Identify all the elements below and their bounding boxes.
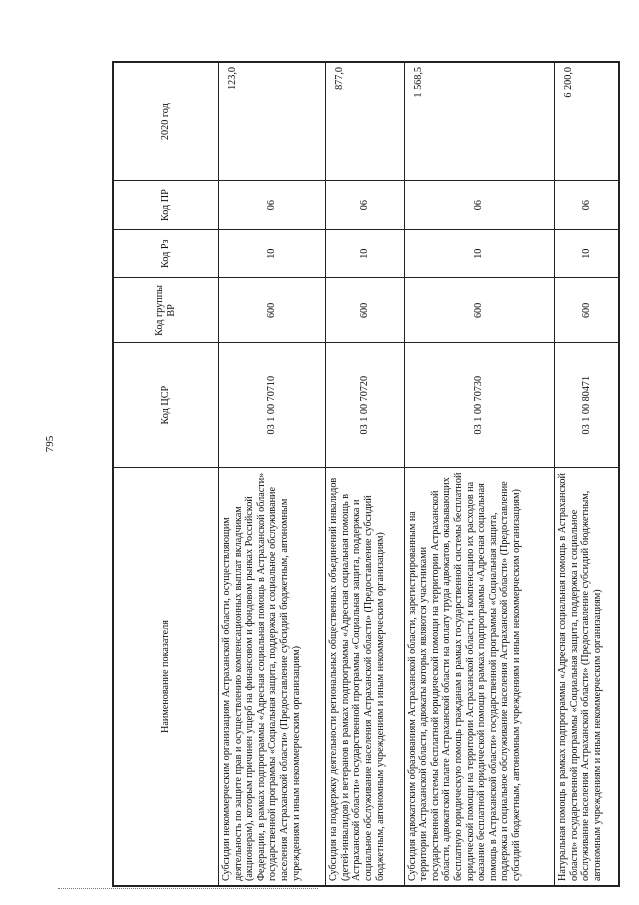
row-pr: 06 [404,181,554,230]
budget-table [112,61,620,887]
page-number: 795 [44,435,56,453]
table-row [326,63,404,886]
row-name: Натуральная помощь в рамках подпрограммы «Адресная социальная помощь в Астраханской области» государственной программы «Социальная защита, поддержка и социальное обслуживание населения Астраханской области» (Предоставление субсидий бюджетным, автономным учреждениям и иным некоммерческим организациям) [555,468,619,886]
row-name: Субсидия адвокатским образованиям Астраханской области, зарегистрированным на территории Астраханской области, адвокаты которых являются участниками государственной системы бесплатной юридической помощи на территории Астраханской области, адвокатской палате Астраханской области на оплату труда адвокатов, оказывающих бесплатную юридическую помощь гражданам в рамках государственной системы бесплатной юридической помощи на территории Астраханской области, и компенсацию их расходов на оказание бесплатной юридической помощи в рамках подпрограммы «Адресная социальная помощь в Астраханской области» государственной программы «Социальная защита, поддержка и социальное обслуживание населения Астраханской области» (Предоставление субсидий бюджетным, автономным учреждениям и иным некоммерческим организациям) [404,468,554,886]
row-name: Субсидии некоммерческим организациям Астраханской области, осуществляющим деятельность по защите прав и осуществлению компенсационных выплат вкладчикам (акционерам), которым причинен ущерб на финансовом и фондовом рынках Российской Федерации, в рамках подпрограммы «Адресная социальная помощь в Астраханской области» государственной программы «Социальная защита, поддержка и социальное обслуживание населения Астраханской области» (Предоставление субсидий бюджетным, автономным учреждениям и иным некоммерческим организациям) [219,468,326,886]
row-csr: 03 1 00 70710 [219,343,326,468]
table-row [555,63,619,886]
row-vr: 600 [555,278,619,343]
row-csr: 03 1 00 70730 [404,343,554,468]
header-pr: Код ПР [114,181,219,230]
row-amount: 877,0 [326,63,404,181]
row-pr: 06 [555,181,619,230]
row-amount: 123,0 [219,63,326,181]
header-row [114,63,219,886]
header-rz: Код Рз [114,229,219,278]
row-pr: 06 [326,181,404,230]
row-csr: 03 1 00 80471 [555,343,619,468]
header-vr: Код группы ВР [114,278,219,343]
header-name: Наименование показателя [114,468,219,886]
header-year: 2020 год [114,63,219,181]
row-pr: 06 [219,181,326,230]
row-rz: 10 [404,229,554,278]
row-vr: 600 [326,278,404,343]
scan-footer-line [58,888,318,890]
row-rz: 10 [555,229,619,278]
header-csr: Код ЦСР [114,343,219,468]
row-vr: 600 [219,278,326,343]
row-vr: 600 [404,278,554,343]
table-row [219,63,326,886]
row-rz: 10 [219,229,326,278]
row-amount: 6 200,0 [555,63,619,181]
row-csr: 03 1 00 70720 [326,343,404,468]
row-amount: 1 568,5 [404,63,554,181]
row-name: Субсидия на поддержку деятельности региональных общественных объединений инвалидов (детей-инвалидов) и ветеранов в рамках подпрограммы «Адресная социальная помощь в Астраханской области» государственной программы «Социальная защита, поддержка и социальное обслуживание населения Астраханской области» (Предоставление субсидий бюджетным, автономным учреждениям и иным некоммерческим организациям) [326,468,404,886]
table-row [404,63,554,886]
row-rz: 10 [326,229,404,278]
